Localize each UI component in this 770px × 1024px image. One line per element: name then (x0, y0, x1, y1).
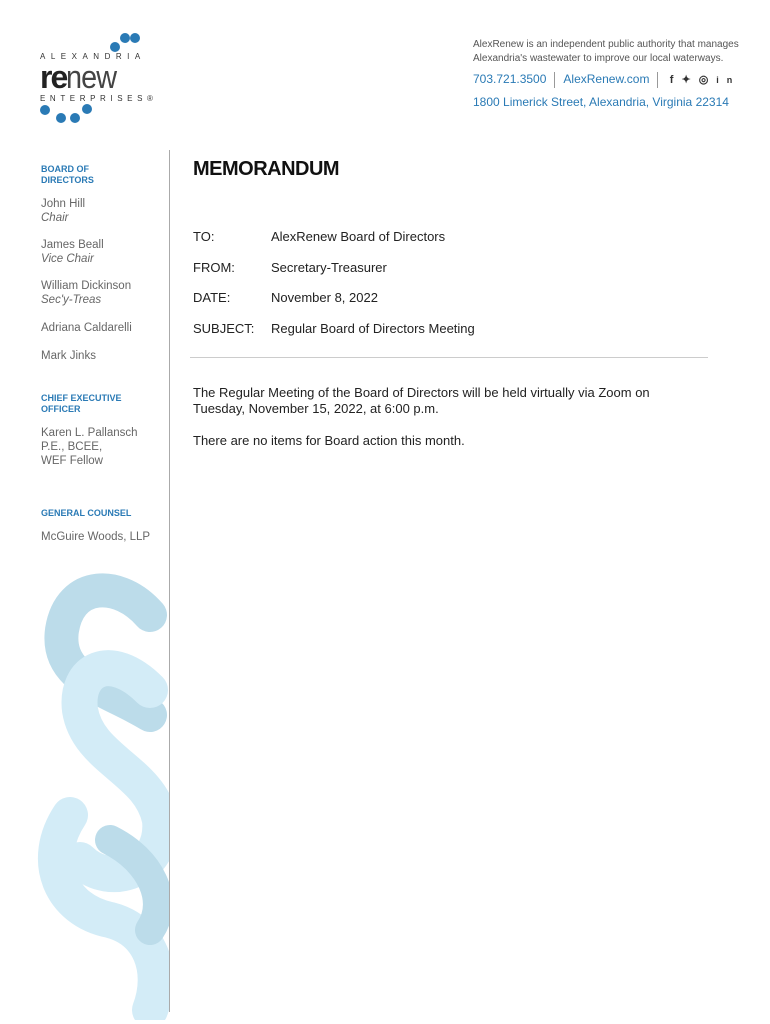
logo-new: new (66, 59, 117, 95)
memo-paragraph: There are no items for Board action this month. (193, 433, 465, 448)
ceo-heading: CHIEF EXECUTIVE OFFICER (41, 393, 122, 414)
divider (554, 72, 555, 88)
board-member: William Dickinson Sec'y-Treas (41, 280, 132, 306)
logo-wordmark (40, 59, 122, 95)
memo-title: MEMORANDUM (193, 158, 340, 180)
phone-link[interactable]: 703.721.3500 (473, 72, 547, 86)
logo-re: re (40, 59, 67, 95)
counsel-heading: GENERAL COUNSEL (41, 508, 132, 518)
logo-dot (110, 42, 120, 52)
twitter-icon[interactable]: ✦ (681, 74, 699, 86)
memo-field-from: FROM: Secretary-Treasurer (193, 260, 387, 275)
logo-dot (82, 104, 92, 114)
contact-row (473, 70, 740, 89)
linkedin-icon[interactable]: in (716, 75, 741, 85)
logo-dot (130, 33, 140, 43)
divider (190, 357, 708, 358)
tagline-line: AlexRenew is an independent public authority that manages (473, 39, 739, 50)
memo-field-date: DATE: November 8, 2022 (193, 290, 378, 305)
memo-paragraph: The Regular Meeting of the Board of Directors will be held virtually via Zoom on Tuesday, November 15, 2022, at 6:00 p.m. (193, 385, 650, 416)
decorative-swirl (0, 560, 169, 1020)
sidebar (41, 164, 166, 544)
board-member: James Beall Vice Chair (41, 239, 104, 265)
tagline (473, 38, 739, 66)
column-divider (169, 150, 170, 1012)
divider (657, 72, 658, 88)
board-member: John Hill Chair (41, 198, 86, 224)
tagline-line: Alexandria's wastewater to improve our local waterways. (473, 53, 724, 64)
logo-dot (120, 33, 130, 43)
memo-field-subject: SUBJECT: Regular Board of Directors Meeting (193, 321, 475, 336)
ceo-name: Karen L. Pallansch P.E., BCEE, WEF Fellow (41, 427, 138, 467)
logo-text-bottom: ENTERPRISES® (40, 94, 158, 103)
address: 1800 Limerick Street, Alexandria, Virginia 22314 (473, 95, 729, 109)
logo-text-top: ALEXANDRIA (40, 52, 146, 61)
board-member: Mark Jinks (41, 350, 96, 362)
logo-dot (40, 105, 50, 115)
facebook-icon[interactable]: f (669, 74, 682, 86)
logo-dot (70, 113, 80, 123)
board-heading: BOARD OF DIRECTORS (41, 164, 94, 185)
board-member: Adriana Caldarelli (41, 322, 132, 334)
website-link[interactable]: AlexRenew.com (563, 72, 650, 86)
memo-field-to: TO: AlexRenew Board of Directors (193, 229, 446, 244)
counsel-name: McGuire Woods, LLP (41, 531, 151, 543)
logo-dot (56, 113, 66, 123)
instagram-icon[interactable]: ◎ (698, 74, 717, 86)
